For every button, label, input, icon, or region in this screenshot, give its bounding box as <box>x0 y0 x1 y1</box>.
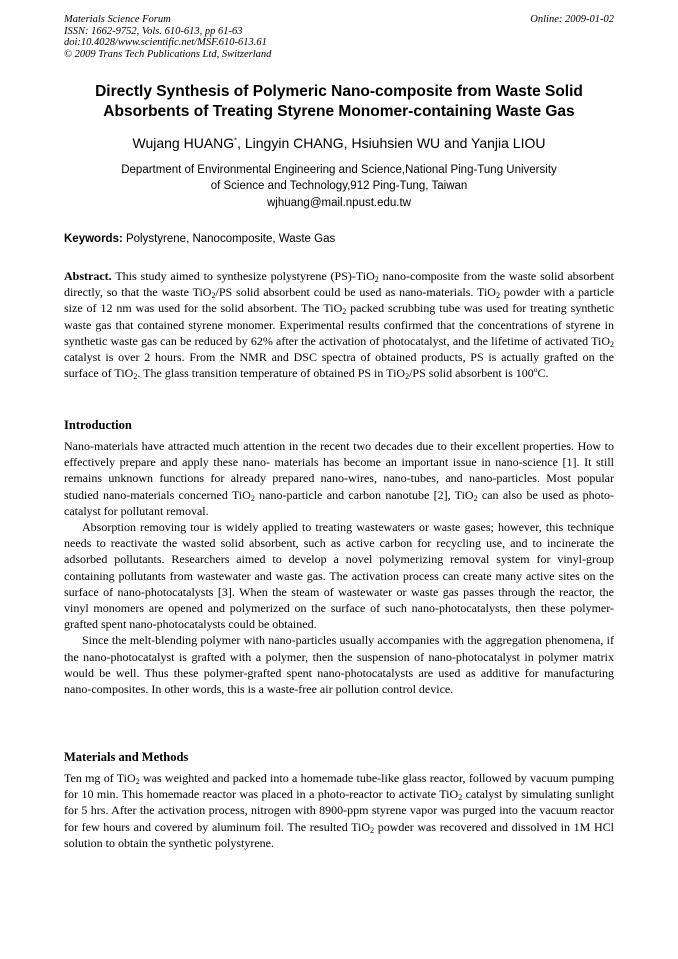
subscript: 2 <box>342 307 347 317</box>
methods-body <box>64 770 614 851</box>
affiliation <box>40 162 638 194</box>
author-email: wjhuang@mail.npust.edu.tw <box>266 197 411 209</box>
section-heading-introduction: Introduction <box>64 418 132 432</box>
abstract-text: C. <box>537 366 549 381</box>
subscript: 2 <box>610 339 614 349</box>
journal-name: Materials Science Forum <box>64 14 171 25</box>
methods-paragraph-1 <box>64 770 614 851</box>
subscript: 2 <box>135 777 140 786</box>
abstract-paragraph <box>64 268 614 381</box>
paper-title <box>40 82 638 122</box>
subscript: 2 <box>250 493 255 503</box>
abstract-text: This study aimed to synthesize polystyrene (PS)-TiO <box>111 269 375 283</box>
introduction-paragraph-3: Since the melt-blending polymer with nano-particles usually accompanies with the aggregation phenomena, if the nano-photocatalyst is grafted with a polymer, then the suspension of nano-photocatalyst in polymer matrix would be well. Thus these polymer-grafted spent nano-photocatalysts are used as additive for manufacturing nano-composites. In other words, this is a waste-free air pollution control device. <box>64 633 614 697</box>
paragraph-text: catalyst by simulating sunlight for 5 hrs. After the activation process, nitrogen with 8900-ppm styrene vapor was purged into the vacuum reactor for few hours and covered by aluminum foil. The resulted TiO <box>64 787 614 834</box>
paragraph-text: nano-particle and carbon nanotube [2], TiO <box>254 487 474 502</box>
keywords-text: Polystyrene, Nanocomposite, Waste Gas <box>122 233 336 245</box>
introduction-body <box>64 438 614 697</box>
journal-doi: doi:10.4028/www.scientific.net/MSF.610-613.61 <box>64 37 267 48</box>
paper-title-line-2: Absorbents of Treating Styrene Monomer-containing Waste Gas <box>103 103 575 120</box>
abstract-text: /PS solid absorbent could be used as nano-materials. TiO <box>215 285 496 300</box>
subscript: 2 <box>458 793 463 803</box>
subscript: 2 <box>495 291 500 301</box>
paragraph-text: powder was recovered and dissolved in 1M HCl solution to obtain the synthetic polystyrene. <box>64 819 615 850</box>
subscript: 2 <box>211 291 216 301</box>
online-date: Online: 2009-01-02 <box>530 14 614 25</box>
subscript: 2 <box>133 372 138 382</box>
abstract-text: . The glass transition temperature of obtained PS in TiO <box>137 366 406 381</box>
paragraph-text: Nano-materials have attracted much attention in the recent two decades due to their excellent properties. How to effectively prepare and apply these nano- materials has become an important issue in nano-science [1]. It still remains unknown functions for already prepared nano-wires, nano-tubes, and nano-particles. Most popular studied nano-materials concerned TiO <box>64 439 614 502</box>
subscript: 2 <box>473 493 478 503</box>
paragraph-text: can also be used as photo-catalyst for pollutant removal. <box>64 487 614 518</box>
author-rest: , Lingyin CHANG, Hsiuhsien WU and Yanjia LIOU <box>237 135 546 151</box>
subscript: 2 <box>374 275 379 284</box>
abstract <box>64 268 614 381</box>
affiliation-line-1: Department of Environmental Engineering and Science,National Ping-Tung University <box>121 164 557 176</box>
paragraph-text: was weighted and packed into a homemade tube-like glass reactor, followed by vacuum pumping for 10 min. This homemade reactor was placed in a photo-reactor to activate TiO <box>64 771 614 802</box>
author-list <box>40 134 638 152</box>
abstract-text: catalyst is over 2 hours. From the NMR and DSC spectra of obtained products, PS is actually grafted on the surface of TiO <box>64 350 614 381</box>
subscript: 2 <box>405 372 410 382</box>
abstract-text: nano-composite from the waste solid absorbent directly, so that the waste TiO <box>64 269 614 300</box>
keywords-label: Keywords: <box>64 233 123 245</box>
abstract-text: packed scrubbing tube was used for treating synthetic waste gas that contained styrene monomer. Experimental results confirmed that the concentrations of styrene in synthetic waste gas can be reduced by 62% after the activation of photocatalyst, and the lifetime of activated TiO <box>64 301 615 348</box>
keywords <box>64 232 335 246</box>
introduction-paragraph-2: Absorption removing tour is widely applied to treating wastewaters or waste gases; however, this technique needs to reactivate the wasted solid absorbent, such as active carbon for recycling use, and to incinerate the adsorbed pollutants. Researchers aimed to develop a novel polymerizing removal system for vinyl-group containing pollutants from wastewater and waste gas. The activation process can create many active sites on the surface of nano-photocatalysts [3]. When the steam of wastewater or waste gas passes through the reactor, the vinyl monomers are opened and polymerized on the surface of such nano-photocatalysts, then these polymer-grafted spent nano-photocatalysts could be obtained. <box>64 520 614 632</box>
paragraph-text: Ten mg of TiO <box>64 771 136 785</box>
journal-header <box>64 14 271 60</box>
author-first: Wujang HUANG <box>132 135 235 151</box>
section-heading-methods: Materials and Methods <box>64 750 189 764</box>
abstract-text: /PS solid absorbent is 100 <box>409 366 534 381</box>
affiliation-line-2: of Science and Technology,912 Ping-Tung, Taiwan <box>210 180 468 192</box>
journal-copyright: © 2009 Trans Tech Publications Ltd, Switzerland <box>64 48 272 60</box>
subscript: 2 <box>370 825 375 835</box>
paper-title-line-1: Directly Synthesis of Polymeric Nano-composite from Waste Solid <box>95 83 583 100</box>
abstract-label: Abstract. <box>64 269 112 283</box>
degree-mark: o <box>533 365 538 375</box>
corresponding-author-mark: * <box>234 135 238 145</box>
journal-issn: ISSN: 1662-9752, Vols. 610-613, pp 61-63 <box>64 25 243 37</box>
abstract-text: powder with a particle size of 12 nm was used for the solid absorbent. The TiO <box>64 285 614 316</box>
introduction-paragraph-1 <box>64 438 614 519</box>
